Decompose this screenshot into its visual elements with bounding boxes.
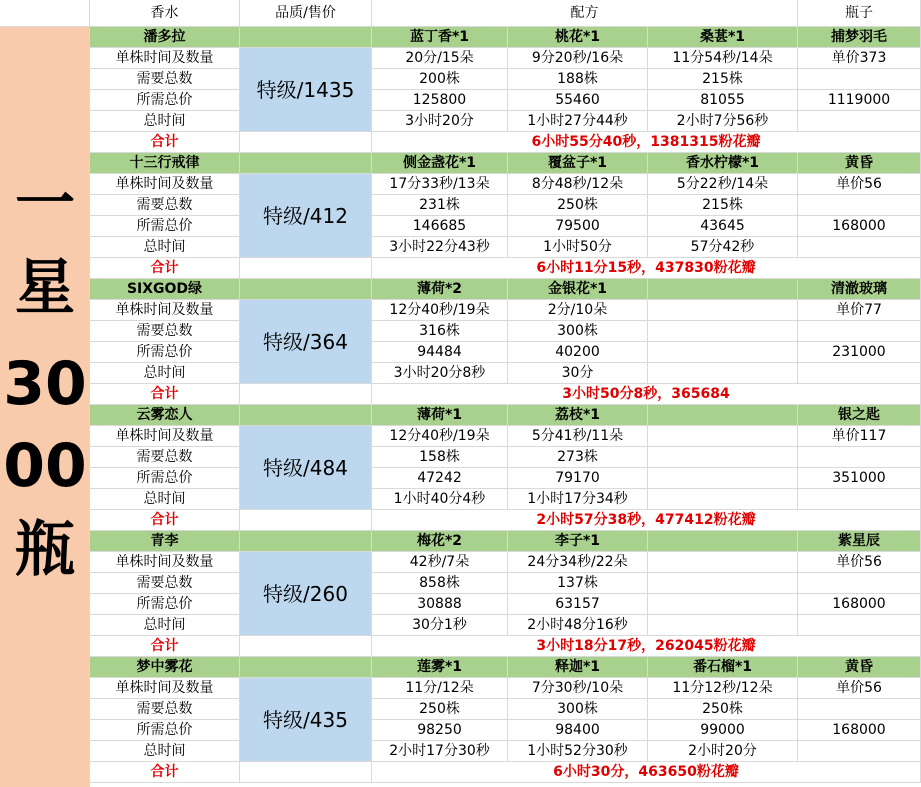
ingredient-value: 200株: [372, 69, 508, 90]
sum-empty: [240, 762, 372, 783]
row-label-total-time: 总时间: [90, 111, 240, 132]
ingredient-name: 金银花*1: [508, 279, 648, 300]
bottle-empty: [798, 111, 921, 132]
ingredient-value: 188株: [508, 69, 648, 90]
ingredient-value: 57分42秒: [648, 237, 798, 258]
ingredient-name: 薄荷*1: [372, 405, 508, 426]
bottle-name: 黄昏: [798, 657, 921, 678]
ingredient-value: 42秒/7朵: [372, 552, 508, 573]
row-label-total-time: 总时间: [90, 489, 240, 510]
ingredient-value: 11分12秒/12朵: [648, 678, 798, 699]
bottle-total-price: 168000: [798, 720, 921, 741]
bottle-unit-price: 单价56: [798, 552, 921, 573]
ingredient-value: [648, 300, 798, 321]
bottle-empty: [798, 195, 921, 216]
sum-summary: 3小时50分8秒，365684: [372, 384, 921, 405]
row-label-total-count: 需要总数: [90, 573, 240, 594]
ingredient-value: 8分48秒/12朵: [508, 174, 648, 195]
green-filler: [240, 405, 372, 426]
ingredient-value: 55460: [508, 90, 648, 111]
ingredient-value: 79500: [508, 216, 648, 237]
ingredient-value: 146685: [372, 216, 508, 237]
sum-empty: [240, 132, 372, 153]
sum-empty: [240, 384, 372, 405]
row-label-total-time: 总时间: [90, 237, 240, 258]
ingredient-value: [648, 552, 798, 573]
bottle-total-price: 1119000: [798, 90, 921, 111]
green-filler: [240, 531, 372, 552]
header-bottle: 瓶子: [798, 0, 921, 27]
ingredient-value: 1小时27分44秒: [508, 111, 648, 132]
bottle-unit-price: 单价77: [798, 300, 921, 321]
perfume-name: SIXGOD绿: [90, 279, 240, 300]
ingredient-value: 2小时20分: [648, 741, 798, 762]
ingredient-value: 300株: [508, 321, 648, 342]
ingredient-name: [648, 531, 798, 552]
ingredient-name: 蓝丁香*1: [372, 27, 508, 48]
sum-label: 合计: [90, 258, 240, 279]
bottle-unit-price: 单价56: [798, 174, 921, 195]
ingredient-value: 12分40秒/19朵: [372, 426, 508, 447]
ingredient-value: [648, 489, 798, 510]
bottle-name: 清澈玻璃: [798, 279, 921, 300]
ingredient-value: 99000: [648, 720, 798, 741]
bottle-empty: [798, 573, 921, 594]
ingredient-value: 17分33秒/13朵: [372, 174, 508, 195]
ingredient-name: 荔枝*1: [508, 405, 648, 426]
ingredient-name: 梅花*2: [372, 531, 508, 552]
side-label-char: 00: [3, 431, 87, 501]
ingredient-name: 释迦*1: [508, 657, 648, 678]
ingredient-value: [648, 573, 798, 594]
green-filler: [240, 657, 372, 678]
ingredient-value: 1小时17分34秒: [508, 489, 648, 510]
bottle-unit-price: 单价373: [798, 48, 921, 69]
ingredient-value: 3小时22分43秒: [372, 237, 508, 258]
ingredient-name: 覆盆子*1: [508, 153, 648, 174]
ingredient-value: [648, 615, 798, 636]
ingredient-value: 137株: [508, 573, 648, 594]
row-label-total-count: 需要总数: [90, 447, 240, 468]
ingredient-value: 250株: [648, 699, 798, 720]
ingredient-value: 1小时40分4秒: [372, 489, 508, 510]
bottle-unit-price: 单价56: [798, 678, 921, 699]
sum-summary: 6小时11分15秒，437830粉花瓣: [372, 258, 921, 279]
ingredient-value: [648, 426, 798, 447]
row-label-total-time: 总时间: [90, 363, 240, 384]
ingredient-name: 薄荷*2: [372, 279, 508, 300]
row-label-total-price: 所需总价: [90, 468, 240, 489]
sum-label: 合计: [90, 510, 240, 531]
side-label-char: 一: [15, 169, 75, 239]
ingredient-value: 47242: [372, 468, 508, 489]
ingredient-value: [648, 468, 798, 489]
ingredient-value: 11分54秒/14朵: [648, 48, 798, 69]
ingredient-value: 79170: [508, 468, 648, 489]
sum-empty: [240, 636, 372, 657]
sum-summary: 6小时30分，463650粉花瓣: [372, 762, 921, 783]
ingredient-value: 2分/10朵: [508, 300, 648, 321]
row-label-total-price: 所需总价: [90, 342, 240, 363]
ingredient-value: 3小时20分: [372, 111, 508, 132]
ingredient-value: 11分/12朵: [372, 678, 508, 699]
ingredient-value: 98250: [372, 720, 508, 741]
row-label-time-qty: 单株时间及数量: [90, 300, 240, 321]
ingredient-value: 12分40秒/19朵: [372, 300, 508, 321]
sum-summary: 3小时18分17秒，262045粉花瓣: [372, 636, 921, 657]
row-label-time-qty: 单株时间及数量: [90, 426, 240, 447]
sum-label: 合计: [90, 762, 240, 783]
bottle-empty: [798, 699, 921, 720]
bottle-name: 银之匙: [798, 405, 921, 426]
side-banner: [0, 27, 90, 787]
bottle-total-price: 231000: [798, 342, 921, 363]
ingredient-value: 43645: [648, 216, 798, 237]
ingredient-name: 香水柠檬*1: [648, 153, 798, 174]
grade-price: 特级/412: [240, 174, 372, 258]
ingredient-value: 24分34秒/22朵: [508, 552, 648, 573]
ingredient-name: 桑葚*1: [648, 27, 798, 48]
ingredient-value: 94484: [372, 342, 508, 363]
bottle-empty: [798, 69, 921, 90]
bottle-empty: [798, 321, 921, 342]
ingredient-value: 30分: [508, 363, 648, 384]
ingredient-value: 20分/15朵: [372, 48, 508, 69]
header-corner: [0, 0, 90, 27]
green-filler: [240, 279, 372, 300]
sum-empty: [240, 258, 372, 279]
sum-label: 合计: [90, 132, 240, 153]
sum-label: 合计: [90, 384, 240, 405]
ingredient-value: 7分30秒/10朵: [508, 678, 648, 699]
ingredient-name: 李子*1: [508, 531, 648, 552]
ingredient-value: 215株: [648, 69, 798, 90]
ingredient-value: 9分20秒/16朵: [508, 48, 648, 69]
ingredient-value: 2小时17分30秒: [372, 741, 508, 762]
ingredient-value: 250株: [372, 699, 508, 720]
ingredient-value: 858株: [372, 573, 508, 594]
bottle-name: 捕梦羽毛: [798, 27, 921, 48]
row-label-total-count: 需要总数: [90, 321, 240, 342]
side-label-char: 瓶: [15, 515, 75, 585]
row-label-total-count: 需要总数: [90, 195, 240, 216]
grade-price: 特级/484: [240, 426, 372, 510]
ingredient-value: 30888: [372, 594, 508, 615]
ingredient-value: 40200: [508, 342, 648, 363]
ingredient-name: [648, 279, 798, 300]
row-label-time-qty: 单株时间及数量: [90, 174, 240, 195]
header-recipe: 配方: [372, 0, 798, 27]
bottle-empty: [798, 615, 921, 636]
row-label-total-count: 需要总数: [90, 699, 240, 720]
grade-price: 特级/435: [240, 678, 372, 762]
ingredient-value: 2小时7分56秒: [648, 111, 798, 132]
ingredient-name: 番石榴*1: [648, 657, 798, 678]
bottle-total-price: 168000: [798, 216, 921, 237]
ingredient-value: [648, 342, 798, 363]
grade-price: 特级/1435: [240, 48, 372, 132]
ingredient-value: 300株: [508, 699, 648, 720]
row-label-total-price: 所需总价: [90, 90, 240, 111]
bottle-empty: [798, 363, 921, 384]
ingredient-value: 316株: [372, 321, 508, 342]
row-label-total-time: 总时间: [90, 615, 240, 636]
ingredient-value: 98400: [508, 720, 648, 741]
ingredient-value: 3小时20分8秒: [372, 363, 508, 384]
bottle-empty: [798, 447, 921, 468]
grade-price: 特级/260: [240, 552, 372, 636]
ingredient-value: 5分41秒/11朵: [508, 426, 648, 447]
green-filler: [240, 27, 372, 48]
bottle-unit-price: 单价117: [798, 426, 921, 447]
perfume-name: 梦中雾花: [90, 657, 240, 678]
bottle-name: 黄昏: [798, 153, 921, 174]
ingredient-name: [648, 405, 798, 426]
ingredient-name: 莲雾*1: [372, 657, 508, 678]
ingredient-value: 215株: [648, 195, 798, 216]
row-label-total-price: 所需总价: [90, 720, 240, 741]
bottle-empty: [798, 741, 921, 762]
bottle-empty: [798, 237, 921, 258]
ingredient-value: 2小时48分16秒: [508, 615, 648, 636]
row-label-total-price: 所需总价: [90, 594, 240, 615]
ingredient-value: [648, 363, 798, 384]
ingredient-value: 1小时52分30秒: [508, 741, 648, 762]
sum-label: 合计: [90, 636, 240, 657]
grade-price: 特级/364: [240, 300, 372, 384]
ingredient-value: [648, 447, 798, 468]
ingredient-value: [648, 594, 798, 615]
row-label-time-qty: 单株时间及数量: [90, 552, 240, 573]
header-perfume: 香水: [90, 0, 240, 27]
ingredient-value: 273株: [508, 447, 648, 468]
row-label-total-price: 所需总价: [90, 216, 240, 237]
perfume-name: 潘多拉: [90, 27, 240, 48]
ingredient-name: 桃花*1: [508, 27, 648, 48]
row-label-time-qty: 单株时间及数量: [90, 678, 240, 699]
header-quality-price: 品质/售价: [240, 0, 372, 27]
ingredient-value: 1小时50分: [508, 237, 648, 258]
perfume-name: 青李: [90, 531, 240, 552]
ingredient-value: 30分1秒: [372, 615, 508, 636]
sum-empty: [240, 510, 372, 531]
row-label-time-qty: 单株时间及数量: [90, 48, 240, 69]
sum-summary: 6小时55分40秒，1381315粉花瓣: [372, 132, 921, 153]
sum-summary: 2小时57分38秒，477412粉花瓣: [372, 510, 921, 531]
bottle-empty: [798, 489, 921, 510]
bottle-total-price: 168000: [798, 594, 921, 615]
perfume-name: 十三行戒律: [90, 153, 240, 174]
ingredient-value: [648, 321, 798, 342]
row-label-total-time: 总时间: [90, 741, 240, 762]
ingredient-value: 63157: [508, 594, 648, 615]
ingredient-value: 81055: [648, 90, 798, 111]
side-label-char: 30: [3, 349, 87, 419]
perfume-name: 云雾恋人: [90, 405, 240, 426]
ingredient-name: 侧金盏花*1: [372, 153, 508, 174]
ingredient-value: 250株: [508, 195, 648, 216]
ingredient-value: 231株: [372, 195, 508, 216]
bottle-total-price: 351000: [798, 468, 921, 489]
bottle-name: 紫星辰: [798, 531, 921, 552]
ingredient-value: 125800: [372, 90, 508, 111]
row-label-total-count: 需要总数: [90, 69, 240, 90]
ingredient-value: 158株: [372, 447, 508, 468]
green-filler: [240, 153, 372, 174]
side-label-char: 星: [15, 253, 75, 323]
ingredient-value: 5分22秒/14朵: [648, 174, 798, 195]
